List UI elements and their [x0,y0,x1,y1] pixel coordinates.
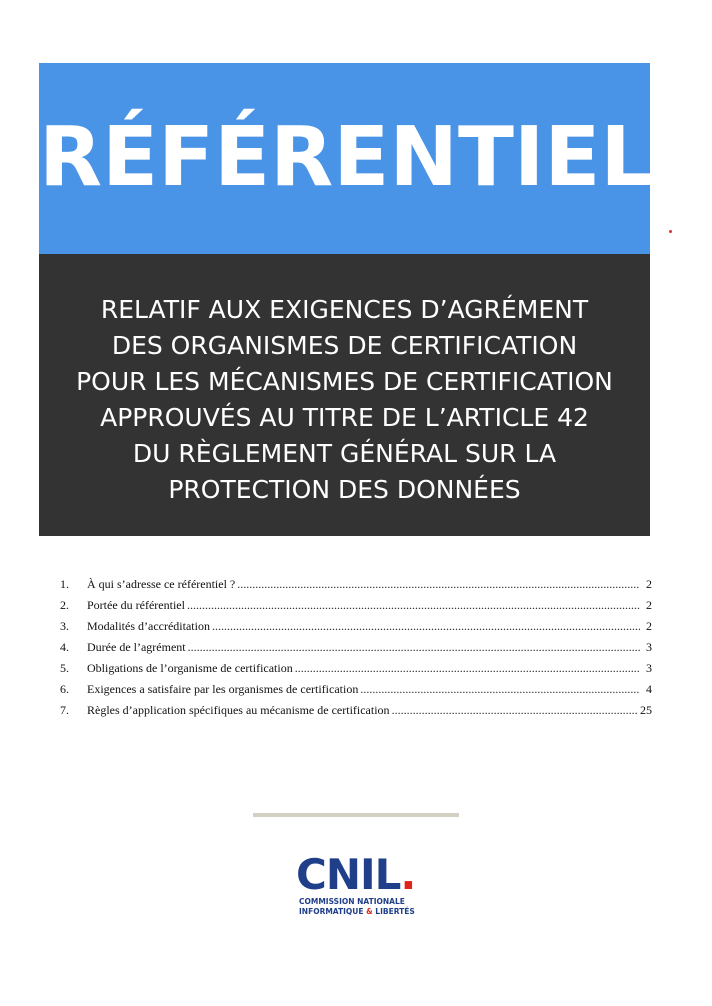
title-banner [39,63,653,254]
toc-page: 2 [646,619,652,633]
toc-number: 5. [60,661,69,675]
toc-title: Règles d’application spécifiques au mécanisme de certification [87,703,390,717]
toc-entry[interactable] [60,679,652,700]
toc-leader [187,595,640,616]
toc-title: À qui s’adresse ce référentiel ? [87,577,236,591]
subtitle-banner [39,254,650,536]
toc-title: Portée du référentiel [87,598,185,612]
logo-tagline-2 [296,907,426,917]
subtitle-line: PROTECTION DES DONNÉES [168,475,521,504]
logo-word-text: CNIL [296,850,401,899]
toc-leader [295,658,640,679]
subtitle-line: RELATIF AUX EXIGENCES D’AGRÉMENT [100,295,589,324]
toc-leader [392,700,638,721]
subtitle-line: APPROUVÉS AU TITRE DE L’ARTICLE 42 [100,403,589,432]
section-divider [253,813,459,817]
document-subtitle [39,292,650,508]
toc-page: 4 [646,682,652,696]
toc-title: Durée de l’agrément [87,640,186,654]
toc-page: 3 [646,661,652,675]
toc-leader [237,574,640,595]
decorative-dot [669,230,672,233]
toc-page: 2 [646,598,652,612]
toc-leader [188,637,640,658]
toc-number: 2. [60,598,69,612]
toc-entry[interactable] [60,616,652,637]
toc-leader [212,616,640,637]
subtitle-line: POUR LES MÉCANISMES DE CERTIFICATION [76,367,613,396]
logo-tagline-part: INFORMATIQUE [299,907,367,916]
cnil-logo [296,850,426,917]
toc-entry[interactable] [60,595,652,616]
toc-entry[interactable] [60,637,652,658]
table-of-contents [60,574,652,721]
subtitle-line: DES ORGANISMES DE CERTIFICATION [111,331,578,360]
logo-ampersand: & [366,907,373,916]
document-title: RÉFÉRENTIEL [39,110,653,205]
logo-tagline-part: LIBERTÉS [372,907,415,916]
toc-title: Exigences a satisfaire par les organismes de certification [87,682,359,696]
logo-red-dot: . [400,850,416,899]
logo-wordmark [296,850,426,899]
toc-title: Obligations de l’organisme de certification [87,661,293,675]
toc-leader [360,679,640,700]
toc-title: Modalités d’accréditation [87,619,210,633]
toc-number: 1. [60,577,69,591]
toc-number: 3. [60,619,69,633]
toc-number: 7. [60,703,69,717]
toc-page: 25 [640,703,652,717]
toc-entry[interactable] [60,574,652,595]
toc-page: 2 [646,577,652,591]
toc-entry[interactable] [60,700,652,721]
toc-number: 6. [60,682,69,696]
toc-page: 3 [646,640,652,654]
logo-tagline-1: COMMISSION NATIONALE [299,897,405,906]
toc-number: 4. [60,640,69,654]
toc-entry[interactable] [60,658,652,679]
subtitle-line: DU RÈGLEMENT GÉNÉRAL SUR LA [132,439,557,468]
